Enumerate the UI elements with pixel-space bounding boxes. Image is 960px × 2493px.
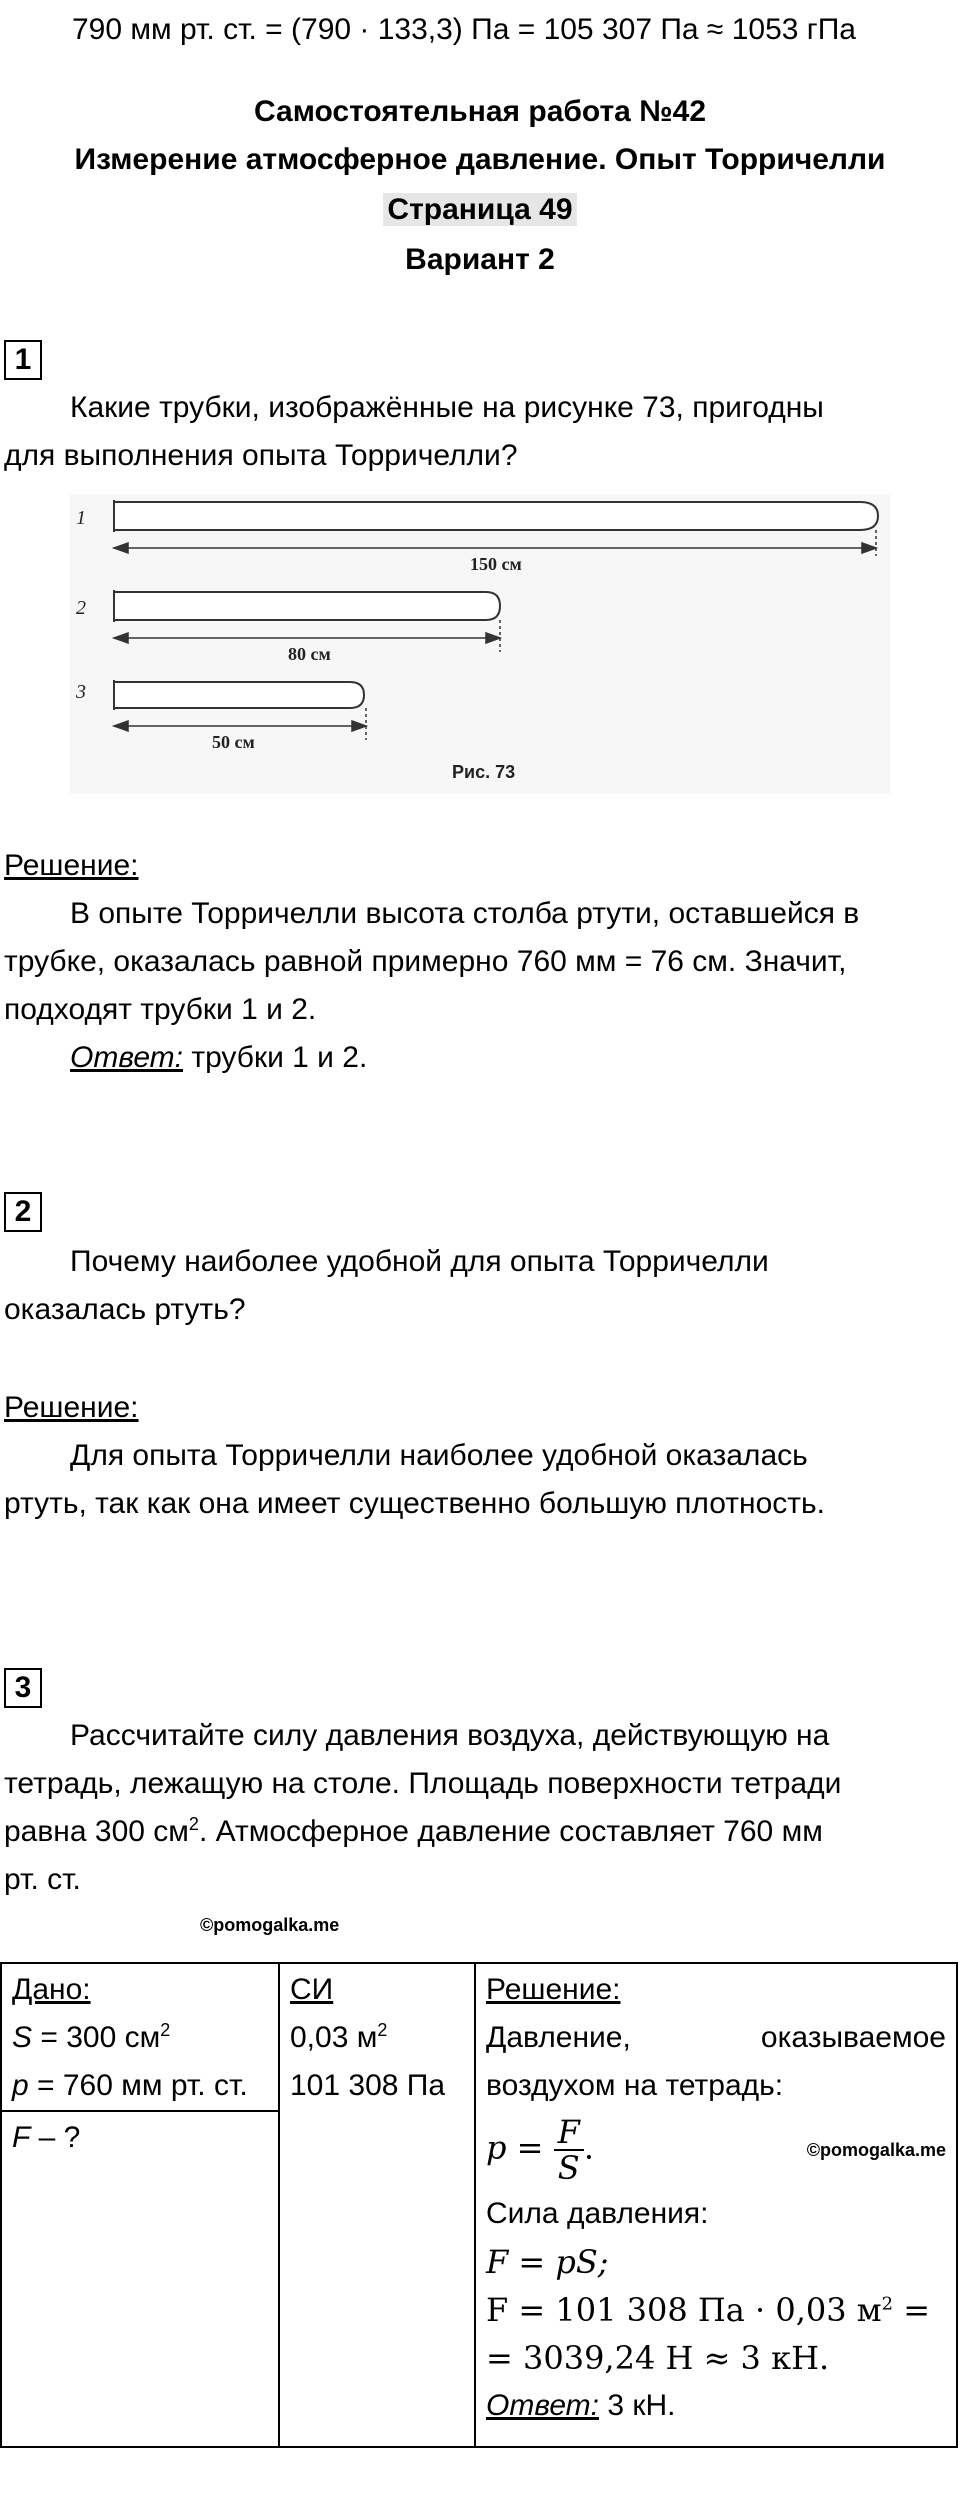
variant-title: Вариант 2 xyxy=(405,243,555,276)
tube-3-number: 3 xyxy=(76,681,86,703)
question-3-text: Рассчитайте силу давления воздуха, действующую на тетрадь, лежащую на столе. Площадь поверхности тетради равна 300 $см^2$. Атмосферное давление составляет 760 мм рт. ст. xyxy=(4,1719,842,1896)
answer-label: Ответ: xyxy=(70,1041,183,1074)
tube-2 xyxy=(114,590,500,622)
question-1-text: Какие трубки, изображённые на рисунке 73, пригодны для выполнения опыта Торричелли? xyxy=(4,391,824,472)
si-cell: СИ 0,03 $м^2$ 101 308 Па xyxy=(279,1963,475,2447)
watermark: ©pomogalka.me xyxy=(806,2140,946,2160)
solution-label: Решение: xyxy=(4,1391,139,1424)
page-number: Страница 49 xyxy=(0,186,960,234)
force-calculation: F = 101 308 Па · 0,03 $м^2$ = xyxy=(486,2291,931,2329)
question-2-number: 2 xyxy=(4,1192,42,1232)
question-1-number: 1 xyxy=(4,340,42,380)
solution-table xyxy=(0,1962,958,2448)
work-title: Самостоятельная работа №42 xyxy=(253,95,707,128)
answer-label: Ответ: xyxy=(486,2389,599,2422)
figure-73 xyxy=(70,494,890,794)
tube-3 xyxy=(114,680,364,710)
top-formula: 790 мм рт. ст. = (790 · 133,3) Па = 105 307 Па ≈ 1053 гПа xyxy=(72,13,856,46)
solution-label: Решение: xyxy=(4,849,139,882)
solution-label: Решение: xyxy=(486,1973,621,2006)
tube-1 xyxy=(114,500,878,532)
tube-1-number: 1 xyxy=(76,507,86,529)
pressure-formula: p = $\frac{F}{S}$ . xyxy=(486,2113,595,2187)
tube-2-length: 80 см xyxy=(288,644,331,664)
question-1-solution: Решение: В опыте Торричелли высота столба ртути, оставшейся в трубке, оказалась равной примерно 760 мм = 76 см. Значит, подходят трубки 1 и 2. Ответ: трубки 1 и 2. xyxy=(4,849,860,1074)
figure-caption: Рис. 73 xyxy=(452,762,516,782)
dimension-1 xyxy=(114,530,876,556)
watermark: ©pomogalka.me xyxy=(200,1915,340,1935)
force-result: = 3039,24 Н ≈ 3 кН. xyxy=(486,2339,830,2377)
question-2-text: Почему наиболее удобной для опыта Торричелли оказалась ртуть? xyxy=(4,1245,769,1326)
given-label: Дано: xyxy=(12,1973,91,2006)
given-cell: Дано: S = 300 $см^2$ p = 760 мм рт. ст. xyxy=(1,1963,279,2111)
question-3-number: 3 xyxy=(4,1668,42,1708)
topic-title: Измерение атмосферное давление. Опыт Торричелли xyxy=(74,143,886,176)
force-formula: F = pS; xyxy=(486,2243,609,2281)
si-label: СИ xyxy=(290,1973,334,2006)
tube-3-length: 50 см xyxy=(212,732,255,752)
solution-cell: Решение: Давление, оказываемое воздухом на тетрадь: p = $\frac{F}{S}$ . ©pomogalka.me Сила давления: F = pS; F = 101 308 Па · 0,03 $м^2$ = = 3039,24 Н ≈ 3 кН. Ответ: 3 кН. xyxy=(475,1963,957,2447)
tube-2-number: 2 xyxy=(76,597,86,619)
tube-1-length: 150 см xyxy=(470,554,522,574)
question-2-solution: Решение: Для опыта Торричелли наиболее удобной оказалась ртуть, так как она имеет существенно большую плотность. xyxy=(4,1391,825,1520)
find-cell: F – ? xyxy=(1,2111,279,2447)
